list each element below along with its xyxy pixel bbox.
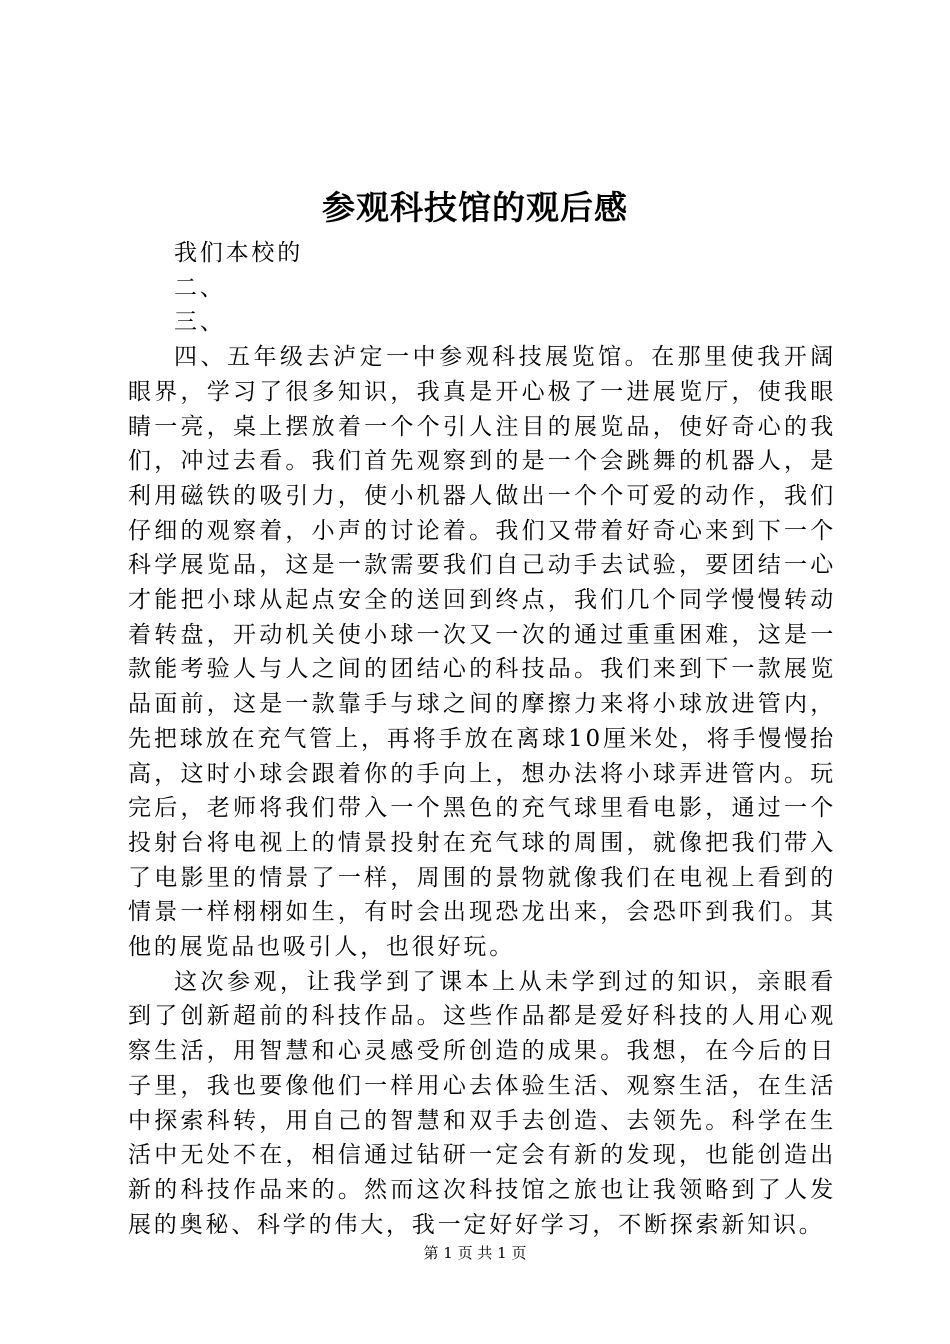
paragraph: 二、 <box>174 274 226 301</box>
paragraph: 四、五年级去泸定一中参观科技展览馆。在那里使我开阔眼界，学习了很多知识，我真是开心极了一进展览厅，使我眼睛一亮，桌上摆放着一个个引人注目的展览品，使好奇心的我们，冲过去看。我们首先观察到的是一个会跳舞的机器人，是利用磁铁的吸引力，使小机器人做出一个个可爱的动作，我们仔细的观察着，小声的讨论着。我们又带着好奇心来到下一个科学展览品，这是一款需要我们自己动手去试验，要团结一心才能把小球从起点安全的送回到终点，我们几个同学慢慢转动着转盘，开动机关使小球一次又一次的通过重重困难，这是一款能考验人与人之间的团结心的科技品。我们来到下一款展览品面前，这是一款靠手与球之间的摩擦力来将小球放进管内，先把球放在充气管上，再将手放在离球10厘米处，将手慢慢抬高，这时小球会跟着你的手向上，想办法将小球弄进管内。玩完后，老师将我们带入一个黑色的充气球里看电影，通过一个投射台将电视上的情景投射在充气球的周围，就像把我们带入了电影里的情景了一样，周围的景物就像我们在电视上看到的情景一样栩栩如生，有时会出现恐龙出来，会恐吓到我们。其他的展览品也吸引人，也很好玩。 <box>128 344 836 961</box>
document-body <box>128 236 836 1242</box>
paragraph: 这次参观，让我学到了课本上从未学到过的知识，亲眼看到了创新超前的科技作品。这些作品都是爱好科技的人用心观察生活，用智慧和心灵感受所创造的成果。我想，在今后的日子里，我也要像他们一样用心去体验生活、观察生活，在生活中探索科转，用自己的智慧和双手去创造、去领先。科学在生活中无处不在，相信通过钻研一定会有新的发现，也能创造出新的科技作品来的。然而这次科技馆之旅也让我领略到了人发展的奥秘、科学的伟大，我一定好好学习，不断探索新知识。 <box>128 968 836 1238</box>
paragraph: 我们本校的 <box>174 240 303 266</box>
page-footer: 第 1 页 共 1 页 <box>423 1244 527 1262</box>
paragraph: 三、 <box>174 309 226 336</box>
document-title: 参观科技馆的观后感 <box>322 188 628 227</box>
